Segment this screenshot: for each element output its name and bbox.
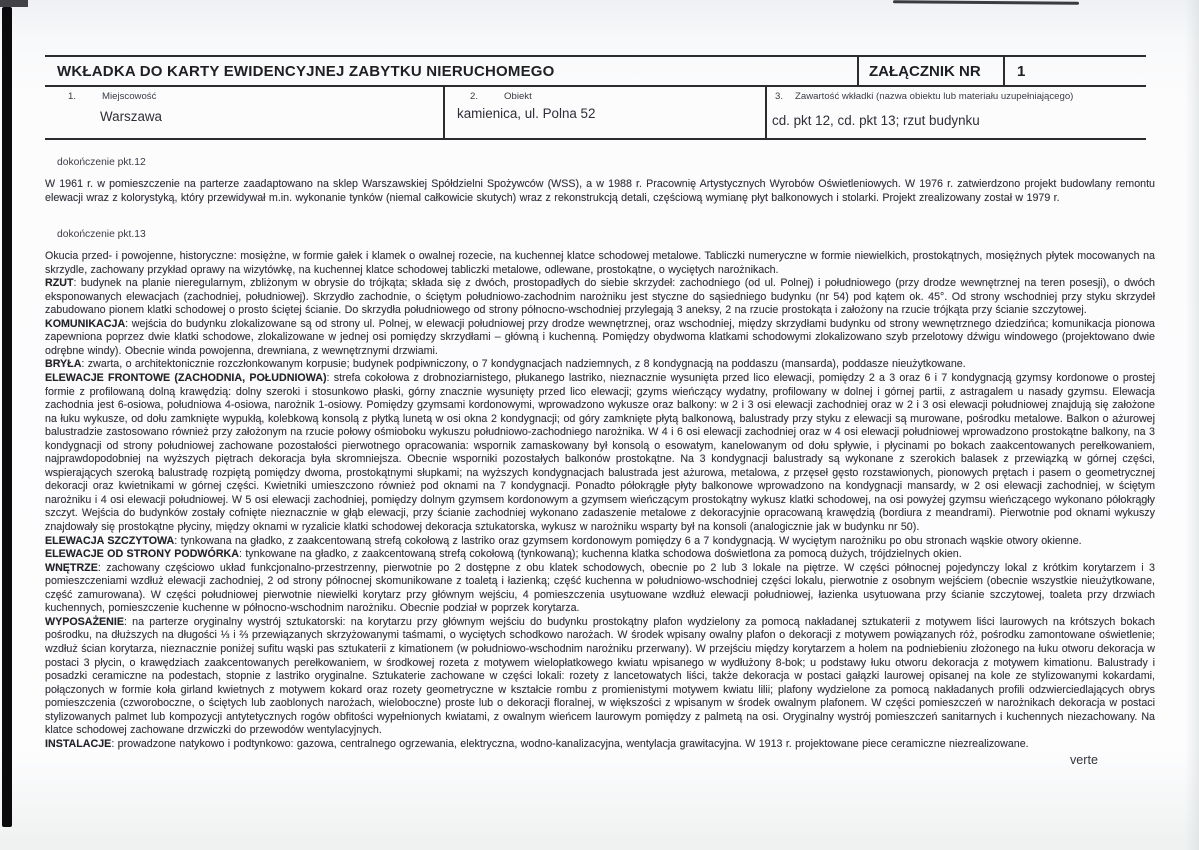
paragraph-lead: WYPOSAŻENIE xyxy=(45,615,124,628)
paragraph-text: : zachowany częściowo układ funkcjonalno-przestrzenny, pierwotnie po 2 dostępne z obu klatek schodowych, obecnie po 2 lub 3 lokale na piętrze. W części północnej pojedynczy lokal z krótkim korytarzem i 3 pomieszczeniami wzdłuż elewacji zachodniej, 2 od strony północnej skomunikowane z toaletą i łazienką; część kuchenna w południowo-wschodniej części lokalu, pierwotnie z osobnym wejściem (obecnie wszystkie nieużytkowane, część zamurowana). W części południowej pierwotnie niewielki korytarz przy głównym wejściu, 4 pomieszczenia usytuowane wzdłuż elewacji południowej, łazienka usytuowana przy ścianie szczytowej, toaleta przy drzwiach kuchennych, pomieszczenie kuchenne w północno-wschodnim narożniku. Obecnie podział w poprzek korytarza. xyxy=(45,561,1155,615)
verte-note: verte xyxy=(1070,753,1098,768)
paragraph-lead: INSTALACJE xyxy=(45,737,112,750)
paragraph-text: : budynek na planie nieregularnym, zbliżonym w obrysie do trójkąta; składa się z dwóch, prostopadłych do siebie skrzydeł: zachodniego (od ul. Polnej) i południowego (przy drodze wewnętrznej na teren posesji), o dwóch eksponowanych elewacjach (zachodniej, południowej). Skrzydło zachodnie, o ściętym południowo-zachodnim narożniku jest styczne do sąsiedniego budynku (nr 54) pod kątem ok. 45°. Od strony wschodniej przy styku skrzydeł zabudowano pionem klatki schodowej o prosto ściętej ścianie. Do skrzydła południowego od strony północno-wschodniej przylegają 3 aneksy, 2 na rzucie prostokąta i założony na rzucie trójkąta przy ścianie szczytowej. xyxy=(45,277,1155,317)
scan-artifact-top-left-smudge xyxy=(0,0,28,7)
paragraph-text: : wejścia do budynku zlokalizowane są od strony ul. Polnej, w elewacji południowej przy drodze wewnętrznej, oraz wschodniej, między skrzydłami budynku od strony wewnętrznego dziedzińca; komunikacja pionowa zapewniona poprzez dwie klatki schodowe, zlokalizowane w jednej osi pomiędzy skrzydłami – główną i kuchenną. Pomiędzy obydwoma klatkami schodowymi zlokalizowano szyb przelotowy dźwigu windowego (projektowano dwie odrębne windy). Obecnie winda powojenna, drewniana, z wewnętrznymi drzwiami. xyxy=(45,317,1155,357)
field-number: 2. xyxy=(470,91,479,102)
section-heading-pkt12: dokończenie pkt.12 xyxy=(57,157,146,168)
paragraph-text: W 1961 r. w pomieszczenie na parterze zaadaptowano na sklep Warszawskiej Spółdzielni Spożywców (WSS), a w 1988 r. Pracownię Artystycznych Wyrobów Oświetleniowych. W 1976 r. zatwierdzono projekt budowlany remontu elewacji wraz z kolorystyką, który przewidywał m.in. wykonanie tynków (niemal całkowicie skutych) wraz z rekonstrukcją detali, częściową wymianę płyt balkonowych i stolarki. Projekt zrealizowany został w 1979 r. xyxy=(45,178,1155,204)
paragraph-lead: ELEWACJE FRONTOWE (ZACHODNIA, POŁUDNIOWA) xyxy=(45,372,327,385)
paragraph-instalacje xyxy=(45,738,1155,752)
paragraph-text: : na parterze oryginalny wystrój sztukatorski: na korytarzu przy głównym wejściu do budynku prostokątny plafon wydzielony za pomocą nakładanej sztukaterii z motywem liści laurowych na krótszych bokach pośrodku, na dłuższych na długości ⅓ i ⅔ przewiązanych skrzyżowanymi taśmami, o wyciętych schodkowo narożach. W środek wpisany owalny plafon o dekoracji z motywem powiązanych róż, pośrodku zamontowane oświetlenie; wzdłuż ścian korytarza, nieznacznie poniżej sufitu wąski pas sztukaterii z kimationem (w południowo-wschodnim narożniku przerwany). W przejściu między korytarzem a holem na podniebieniu złożonego na łuku otworu dekoracja w postaci 3 płycin, o krawędziach zaakcentowanych perełkowaniem, w środkowej rozeta z motywem wielopłatkowego kwiatu wpisanego w wydłużony 8-bok; u podstawy łuku otworu dekoracja z motywem kimationu. Balustrady i posadzki ceramiczne na podestach, stopnie z lastriko oryginalne. Sztukaterie zachowane w części lokali: rozety z lancetowatych liści, także dekoracja w postaci gałązki laurowej opisanej na kole ze stylizowanymi kokardami, połączonych w formie koła girland kwietnych z motywem kokard oraz rozety geometryczne w kształcie rombu z promienistymi motywem kwiatu lilii; plafony wydzielone za pomocą nakładanych profili odzwierciedlających obrys pomieszczenia (czworoboczne, o ściętych lub zaoblonych narożach, wieloboczne) proste lub o dekoracji floralnej, w większości z wpisanym w środek owalnym plafonem. W części pomieszczeń w narożnikach dekoracja w postaci stylizowanych palmet lub kompozycji antytetycznych rogów obfitości wypełnionych kwiatami, z owalnym wieńcem laurowym pomiędzy z palmetą na osi. Oryginalny wystrój pomieszczeń sanitarnych i kuchennych niezachowany. Na klatce schodowej zachowane drzwiczki do przewodów wentylacyjnych. xyxy=(45,615,1155,737)
field-label-text: Obiekt xyxy=(504,91,532,102)
paragraph-lead: BRYŁA xyxy=(45,358,82,371)
paragraph-rzut xyxy=(45,277,1155,318)
paragraph-text: : zwarta, o architektonicznie rozczłonkowanym korpusie; budynek podpiwniczony, o 7 kondygnacjach nadziemnych, z 8 kondygnacją na poddaszu (mansarda), poddasze nieużytkowane. xyxy=(81,358,966,371)
paragraph-okucia xyxy=(45,250,1155,277)
header-title-row xyxy=(45,57,1146,87)
field-number: 3. xyxy=(775,91,784,102)
paragraph-text: : strefa cokołowa z drobnoziarnistego, płukanego lastriko, nieznacznie wysunięta przed lico elewacji, pomiędzy 2 a 3 oraz 6 i 7 kondygnacją gzymsy kordonowe o prostej formie z profilowaną dolną krawędzią: dolny szeroki i stosunkowo płaski, górny znacznie wysunięty przed lico elewacji; gzyms wieńczący wydatny, profilowany w dolnej i górnej partii, z astragalem u nasady gzymsu. Elewacja zachodnia jest 6-osiowa, południowa 4-osiowa, narożnik 1-osiowy. Pomiędzy gzymsami kordonowymi, wprowadzono wykusze oraz balkony: w 2 i 3 osi elewacji zachodniej oraz w 2 i 3 osi elewacji południowej znajdują się założone na łuku wykusze, od dołu zamknięte wypukłą, kolebkową konsolą z płytką lunetą w osi okna 2 kondygnacji; od góry zamknięte płytą balkonową, balustrady przy styku z elewacji są murowane, pośrodku metalowe. Balkon o ażurowej balustradzie zastosowano również przy założonym na rzucie połowy ośmioboku wykuszu południowo-zachodniego narożnika. W 4 i 6 osi elewacji zachodniej oraz w 4 osi elewacji południowej wprowadzono prostokątne balkony, na 3 kondygnacji od strony południowej zachowane pozostałości pierwotnego opracowania: wspornik zamaskowany był konsolą o esowatym, kanelowanym od dołu spływie, i płycinami po bokach zaakcentowanych perełkowaniem, najprawdopodobniej na wyższych piętrach dekoracja była skromniejsza. Obecnie wsporniki pozostałych balkonów prostokątne. Na 3 kondygnacji balustrady są wykonane z szerokich balasek z przewiązką w górnej części, wspierających szeroką balustradę rozpiętą pomiędzy dwoma, prostokątnymi słupkami; na wyższych kondygnacjach balustrada jest ażurowa, metalowa, z przęseł gęsto rozstawionych, pionowych prętach i pasem o geometrycznej dekoracji oraz kwietnikami w górnej części. Kwietniki umieszczono również pod oknami na 7 kondygnacji. Ponadto półokrągłe płyty balkonowe wprowadzono na kondygnacji mansardy, w 2 osi elewacji zachodniej, w ściętym narożniku i 4 osi elewacji południowej. W 5 osi elewacji zachodniej, pomiędzy dolnym gzymsem kordonowym a gzymsem wieńczącym prostokątny wykusz klatki schodowej, na osi powyżej gzymsu wieńczącego wykonano półokrągły szczyt. Wejścia do budynków zostały cofnięte nieznacznie w głąb elewacji, przy ścianie zachodniej wykonano zadaszenie metalowe z dekoracyjnie opracowaną krawędzią (bordiura z meandrami). Pierwotnie pod oknami wykuszy znajdowały się prostokątne płyciny, między oknami w ryzalicie klatki schodowej dekoracja sztukatorska, wykusz w narożniku wsparty był na konsoli (analogicznie jak w budynku nr 50). xyxy=(45,372,1156,534)
page-title: WKŁADKA DO KARTY EWIDENCYJNEJ ZABYTKU NIERUCHOMEGO xyxy=(57,62,555,80)
section-gap xyxy=(45,205,1155,222)
field-value: Warszawa xyxy=(100,109,163,124)
paragraph-wyposazenie xyxy=(45,616,1155,738)
attachment-label: ZAŁĄCZNIK NR xyxy=(857,57,1003,85)
paragraph-text: Okucia przed- i powojenne, historyczne: mosiężne, w formie gałek i klamek o owalnej rozecie, na kuchennej klatce schodowej metalowe. Tabliczki numeryczne w formie niewielkich, prostokątnych, mosiężnych płytek mocowanych na skrzydle, zachowany przykład oprawy na wizytówkę, na kuchennej klatce schodowej tabliczki metalowe, odlewane, prostokątne, o wyciętych narożnikach. xyxy=(45,250,1155,276)
header-table xyxy=(45,55,1146,140)
paragraph-lead: ELEWACJA SZCZYTOWA xyxy=(45,534,175,547)
field-obiekt xyxy=(443,87,765,138)
field-miejscowosc xyxy=(45,87,443,138)
paragraph-elewacje-podworka xyxy=(45,548,1155,562)
scan-artifact-top-streak xyxy=(893,0,1079,5)
paragraph-lead: KOMUNIKACJA xyxy=(45,317,126,330)
paragraph-text: : prowadzone natykowo i podtynkowo: gazowa, centralnego ogrzewania, elektryczna, wodno-kanalizacyjna, wentylacja grawitacyjna. W 1913 r. projektowane piece ceramiczne niezrealizowane. xyxy=(111,737,1029,750)
paragraph-lead: ELEWACJE OD STRONY PODWÓRKA xyxy=(45,548,239,561)
field-value: cd. pkt 12, cd. pkt 13; rzut budynku xyxy=(772,113,980,128)
paragraph-elewacja-szczytowa xyxy=(45,535,1155,549)
paragraph-text: : tynkowane na gładko, z zaakcentowaną strefą cokołową (tynkowaną); kuchenna klatka schodowa doświetlona za pomocą dużych, trójdzielnych okien. xyxy=(239,548,962,561)
field-number: 1. xyxy=(68,91,77,102)
paragraph-lead: RZUT xyxy=(45,277,74,290)
header-fields-row xyxy=(45,87,1146,140)
paragraph-wnetrze xyxy=(45,562,1155,616)
attachment-number: 1 xyxy=(1003,57,1146,85)
paragraph-bryla xyxy=(45,358,1155,372)
paragraph-elewacje-frontowe xyxy=(45,372,1155,535)
field-label xyxy=(470,91,532,102)
document-body xyxy=(45,150,1155,767)
section-heading-pkt13: dokończenie pkt.13 xyxy=(57,229,146,241)
paragraph-komunikacja xyxy=(45,318,1155,359)
field-label-text: Zawartość wkładki (nazwa obiektu lub materiału uzupełniającego) xyxy=(795,91,1074,102)
field-value: kamienica, ul. Polna 52 xyxy=(457,106,596,121)
paragraph-pkt12 xyxy=(45,178,1155,205)
field-label-text: Miejscowość xyxy=(102,91,157,102)
field-zawartosc-wkladki xyxy=(765,87,1146,138)
field-label xyxy=(68,91,156,102)
scan-artifact-left-bar xyxy=(2,7,12,827)
field-label xyxy=(775,91,1073,102)
paragraph-text: : tynkowana na gładko, z zaakcentowaną strefą cokołową z lastriko oraz gzymsem kordonowym pomiędzy 6 a 7 kondygnacją. W wyciętym narożniku po obu stronach wąskie otwory okienne. xyxy=(174,534,1082,547)
scan-edge-shadow xyxy=(1185,0,1199,850)
paragraph-lead: WNĘTRZE xyxy=(45,561,98,574)
